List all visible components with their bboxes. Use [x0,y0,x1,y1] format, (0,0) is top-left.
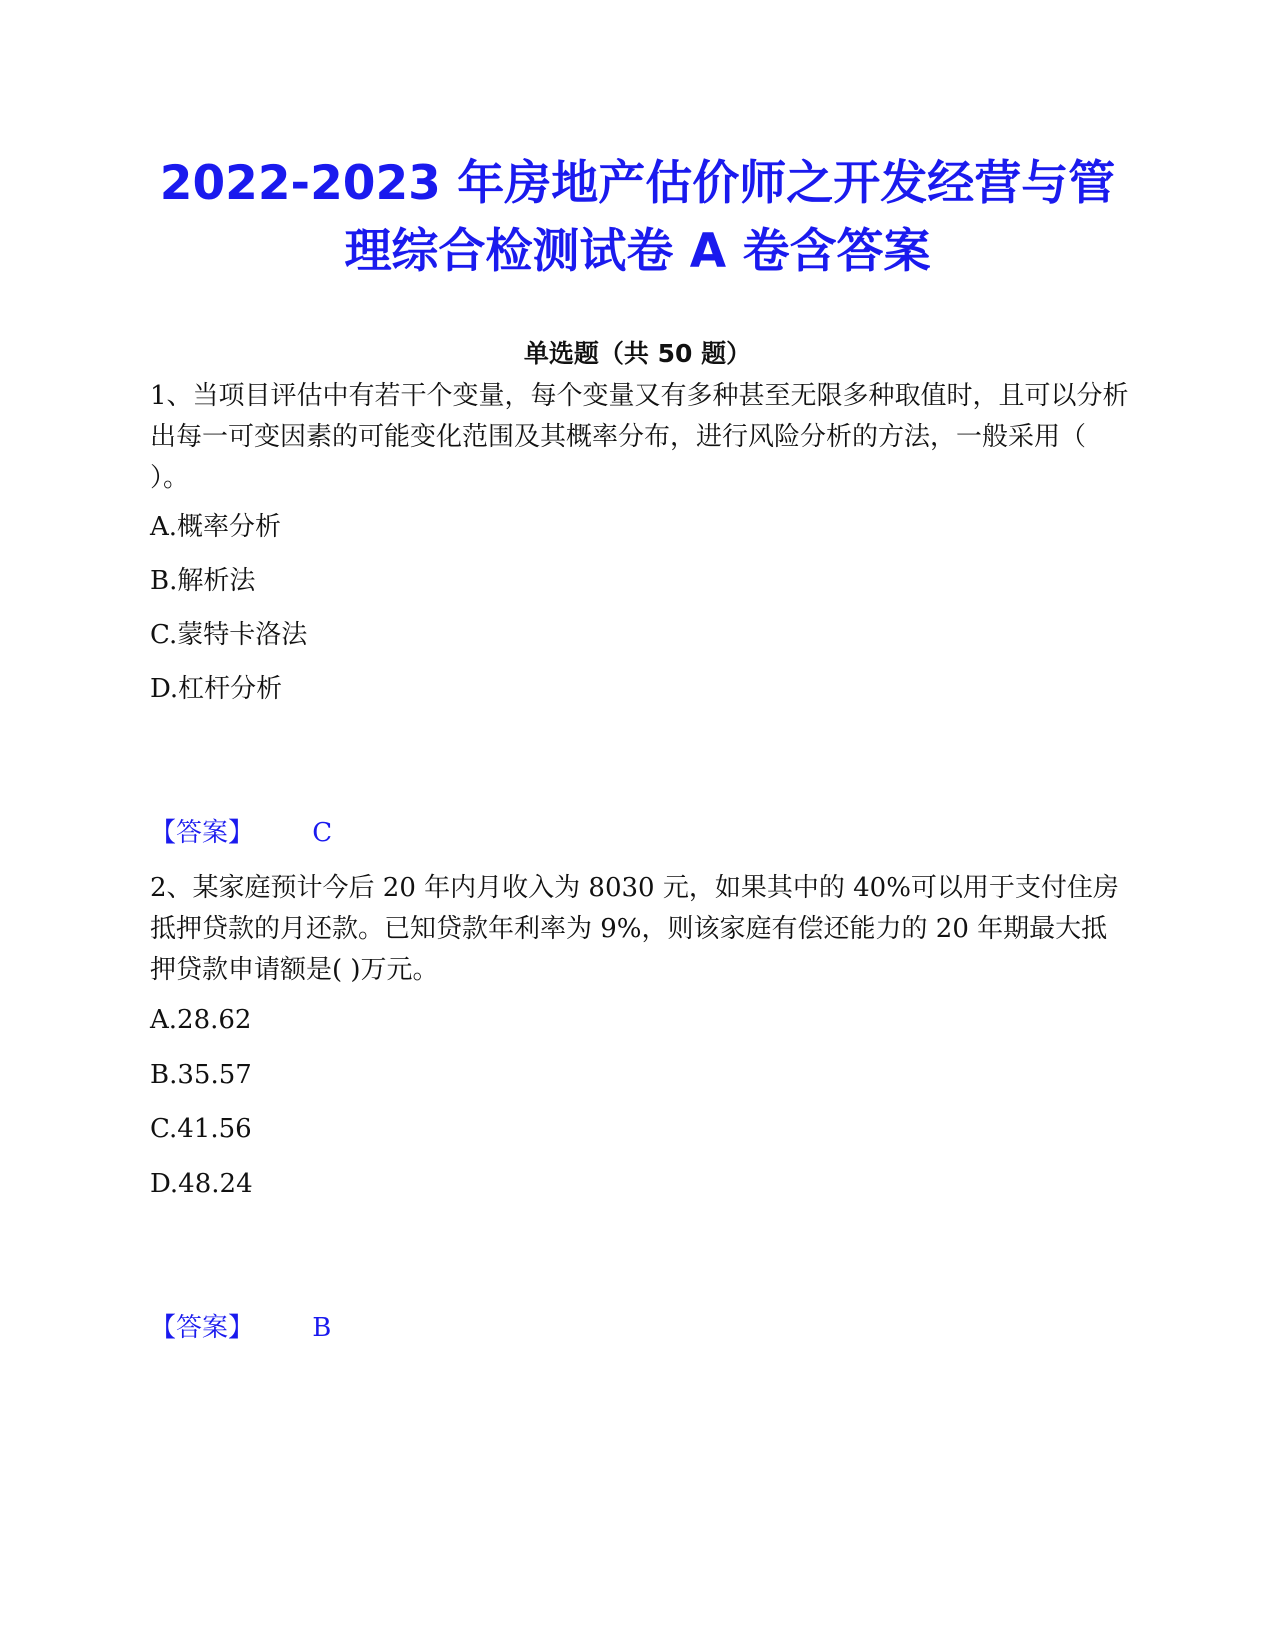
answer-value: C [312,818,333,848]
question-2-answer [150,1310,331,1346]
title-line-1: 2022-2023 年房地产估价师之开发经营与管 [159,156,1116,211]
question-1-option-c: C.蒙特卡洛法 [150,620,308,650]
question-2-text: 2、某家庭预计今后 20 年内月收入为 8030 元，如果其中的 40%可以用于支付住房抵押贷款的月还款。已知贷款年利率为 9%，则该家庭有偿还能力的 20 年期最大抵押贷款申请额是( )万元。 [150,873,1119,985]
question-1-text: 1、当项目评估中有若干个变量，每个变量又有多种甚至无限多种取值时，且可以分析出每一可变因素的可能变化范围及其概率分布，进行风险分析的方法，一般采用（ ）。 [150,381,1129,493]
question-1-option-a: A.概率分析 [150,512,282,542]
answer-label: 【答案】 [150,1313,255,1343]
answer-value: B [312,1313,332,1343]
question-2-option-d: D.48.24 [150,1169,253,1199]
question-2-option-b: B.35.57 [150,1060,252,1090]
question-2-option-a: A.28.62 [150,1005,252,1035]
question-1-option-d: D.杠杆分析 [150,674,283,704]
question-1-option-b: B.解析法 [150,566,256,596]
question-2-option-c: C.41.56 [150,1114,252,1144]
title-line-2: 理综合检测试卷 A 卷含答案 [344,224,931,279]
document-title [100,150,1175,286]
question-1-answer [150,815,332,851]
section-heading: 单选题（共 50 题） [523,339,752,368]
answer-label: 【答案】 [150,818,255,848]
